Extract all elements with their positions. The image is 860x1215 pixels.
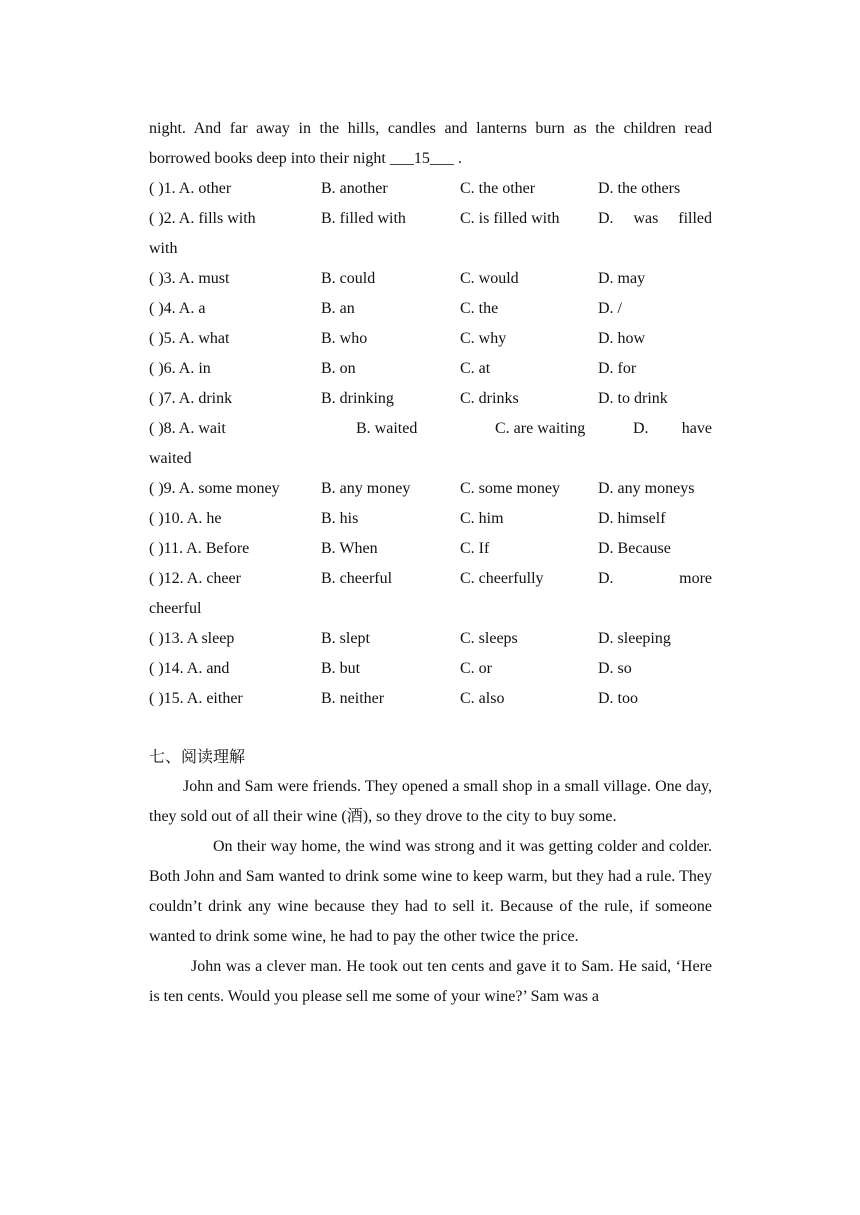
- question-stem: ( )15. A. either: [149, 690, 243, 707]
- option-d-label: D.: [598, 210, 614, 227]
- option-d: D. so: [598, 660, 632, 677]
- option-c: C. him: [460, 510, 504, 527]
- question-stem: ( )13. A sleep: [149, 630, 235, 647]
- option-d: D. himself: [598, 510, 666, 527]
- reading-paragraph-2: [149, 832, 712, 952]
- question-row-14: [149, 654, 712, 684]
- option-d: D. any moneys: [598, 480, 695, 497]
- option-c: C. are waiting: [495, 420, 586, 437]
- option-b: B. cheerful: [321, 570, 393, 587]
- question-row-3: [149, 264, 712, 294]
- option-d-word: filled: [678, 210, 712, 227]
- option-c: C. would: [460, 270, 519, 287]
- option-d: [598, 564, 712, 594]
- question-stem: ( )7. A. drink: [149, 390, 233, 407]
- option-b: B. another: [321, 180, 388, 197]
- option-b: B. slept: [321, 630, 370, 647]
- option-c: C. the other: [460, 180, 536, 197]
- question-row-7: [149, 384, 712, 414]
- option-c: C. some money: [460, 480, 560, 497]
- section-gap: [149, 714, 712, 742]
- passage-line: night. And far away in the hills, candles and lanterns burn as the children read: [149, 120, 712, 137]
- option-continuation: cheerful: [149, 600, 202, 617]
- question-stem: ( )4. A. a: [149, 300, 206, 317]
- question-row-10: [149, 504, 712, 534]
- question-stem: ( )1. A. other: [149, 180, 232, 197]
- option-d: D. may: [598, 270, 646, 287]
- question-stem: ( )9. A. some money: [149, 480, 280, 497]
- question-stem: ( )3. A. must: [149, 270, 230, 287]
- paragraph-text: On their way home, the wind was strong and it was getting colder and colder. Both John and Sam wanted to drink some wine to keep warm, but they had a rule. They couldn’t drink any wine because they had to sell it. Because of the rule, if someone wanted to drink some wine, he had to pay the other twice the price.: [149, 838, 712, 945]
- option-c: C. also: [460, 690, 505, 707]
- option-d: D. the others: [598, 180, 681, 197]
- option-b: B. neither: [321, 690, 385, 707]
- reading-paragraph-3: [149, 952, 712, 1012]
- option-c: C. drinks: [460, 390, 519, 407]
- question-stem: ( )6. A. in: [149, 360, 211, 377]
- option-b: B. but: [321, 660, 361, 677]
- option-b: B. filled with: [321, 210, 406, 227]
- option-b: B. his: [321, 510, 359, 527]
- section-heading: 七、阅读理解: [149, 747, 246, 766]
- option-c: C. If: [460, 540, 490, 557]
- question-row-11: [149, 534, 712, 564]
- question-row-2: [149, 204, 712, 234]
- question-stem: ( )8. A. wait: [149, 420, 226, 437]
- option-c: C. or: [460, 660, 492, 677]
- question-stem: ( )14. A. and: [149, 660, 230, 677]
- question-stem: ( )5. A. what: [149, 330, 230, 347]
- option-d: D. too: [598, 690, 638, 707]
- option-d: D. sleeping: [598, 630, 671, 647]
- option-b: B. When: [321, 540, 378, 557]
- option-continuation: with: [149, 240, 178, 257]
- option-d: D. Because: [598, 540, 671, 557]
- option-continuation: waited: [149, 450, 192, 467]
- option-d: D. /: [598, 300, 622, 317]
- question-row-1: [149, 174, 712, 204]
- question-row-15: [149, 684, 712, 714]
- option-c: C. why: [460, 330, 507, 347]
- question-stem: ( )11. A. Before: [149, 540, 250, 557]
- option-b: B. drinking: [321, 390, 394, 407]
- question-row-8: [149, 414, 712, 444]
- option-d-label: D.: [598, 570, 614, 587]
- question-row-12: [149, 564, 712, 594]
- option-d-word: was: [633, 210, 659, 227]
- option-b: B. any money: [321, 480, 411, 497]
- passage-line: borrowed books deep into their night ___15___ .: [149, 150, 462, 167]
- option-d: D. to drink: [598, 390, 668, 407]
- option-b: B. waited: [356, 420, 418, 437]
- option-d: [598, 204, 712, 234]
- question-row-13: [149, 624, 712, 654]
- option-d-label: D.: [633, 420, 649, 437]
- question-row-4: [149, 294, 712, 324]
- option-c: C. sleeps: [460, 630, 518, 647]
- option-c: C. at: [460, 360, 491, 377]
- option-d-word: more: [679, 570, 712, 587]
- option-d-word: have: [681, 420, 712, 437]
- option-b: B. could: [321, 270, 376, 287]
- option-d: D. for: [598, 360, 637, 377]
- document-page: [149, 114, 712, 1012]
- reading-paragraph-1: [149, 772, 712, 832]
- question-stem: ( )2. A. fills with: [149, 210, 256, 227]
- paragraph-text: John was a clever man. He took out ten cents and gave it to Sam. He said, ‘Here is ten cents. Would you please sell me some of your wine?’ Sam was a: [149, 958, 712, 1005]
- question-row-5: [149, 324, 712, 354]
- paragraph-text: John and Sam were friends. They opened a small shop in a small village. One day, they sold out of all their wine (酒), so they drove to the city to buy some.: [149, 778, 712, 825]
- option-b: B. on: [321, 360, 356, 377]
- question-row-6: [149, 354, 712, 384]
- question-row-9: [149, 474, 712, 504]
- option-c: C. cheerfully: [460, 570, 544, 587]
- question-stem: ( )12. A. cheer: [149, 570, 241, 587]
- option-d: D. how: [598, 330, 646, 347]
- option-c: C. is filled with: [460, 210, 560, 227]
- question-stem: ( )10. A. he: [149, 510, 222, 527]
- option-d: [633, 414, 712, 444]
- option-b: B. who: [321, 330, 368, 347]
- option-b: B. an: [321, 300, 355, 317]
- option-c: C. the: [460, 300, 499, 317]
